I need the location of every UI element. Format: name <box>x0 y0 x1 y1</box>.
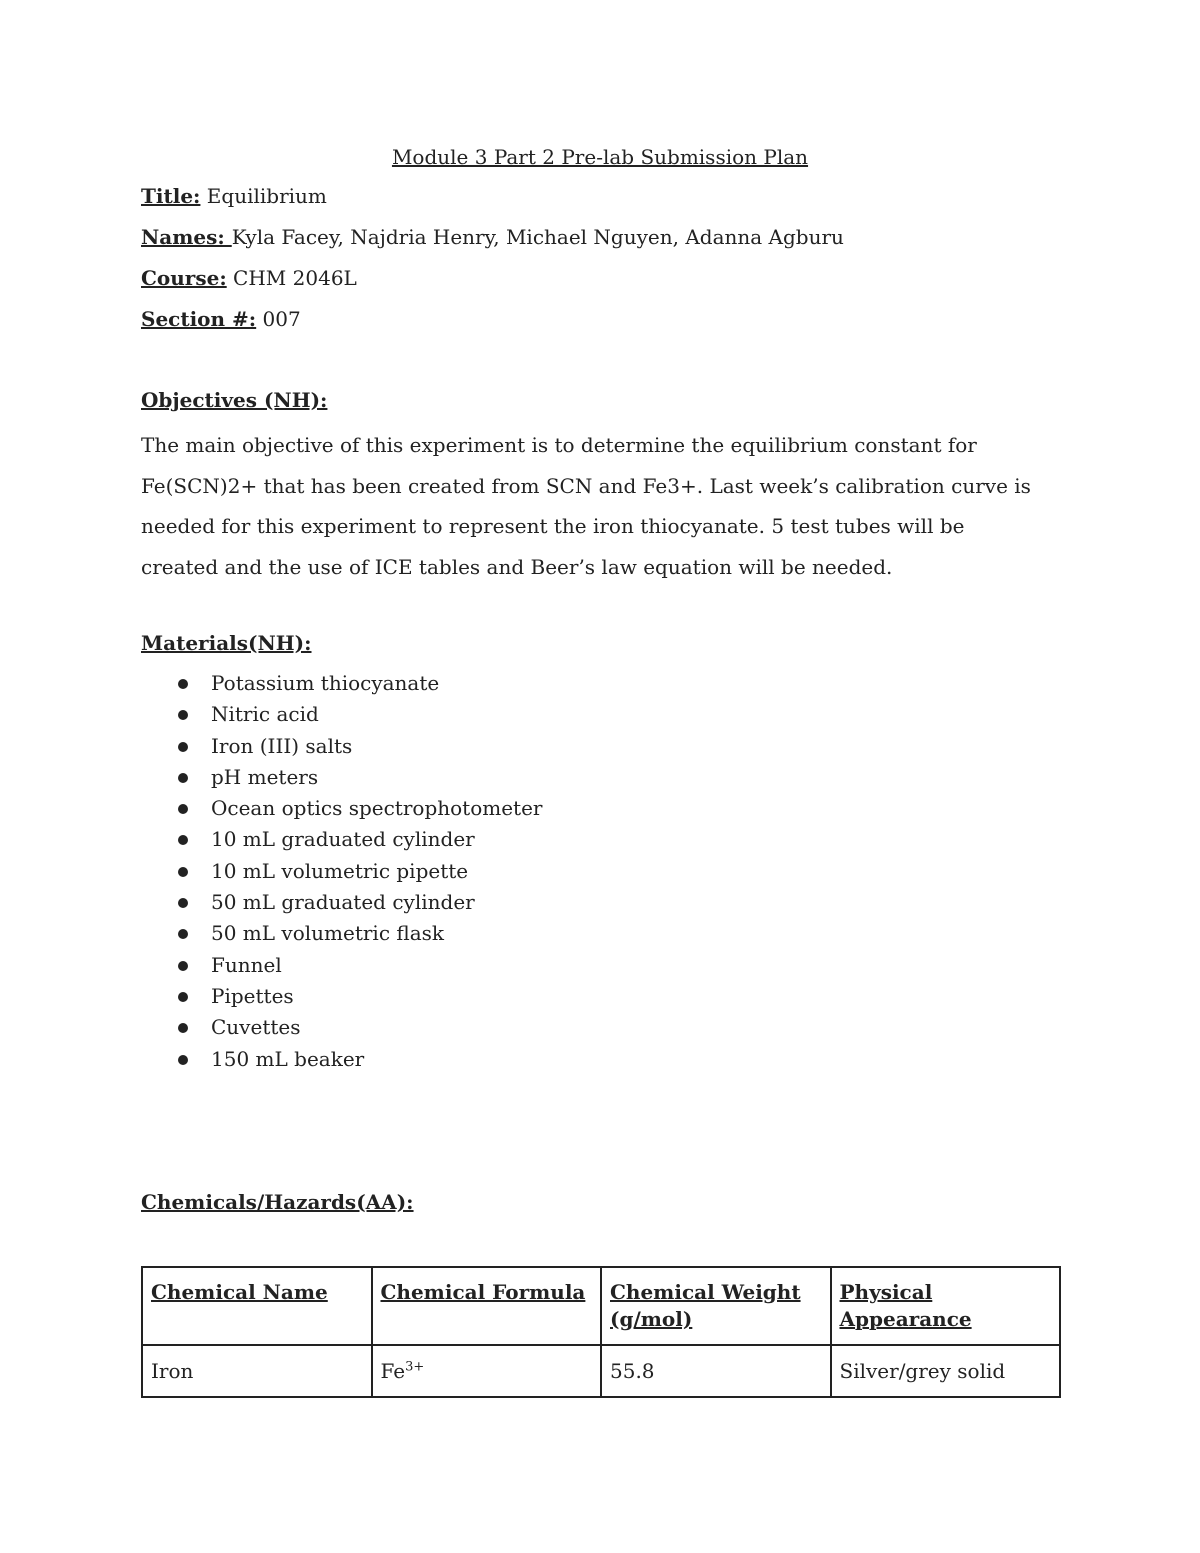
table-header-row <box>142 1267 1060 1345</box>
table-row <box>142 1345 1060 1397</box>
list-item: Pipettes <box>141 981 542 1012</box>
section-field <box>141 305 301 333</box>
chemicals-heading: Chemicals/Hazards(AA): <box>141 1190 414 1214</box>
list-item: Nitric acid <box>141 699 542 730</box>
column-header: Physical Appearance <box>831 1267 1061 1345</box>
bullet-icon <box>178 867 188 877</box>
bullet-icon <box>178 804 188 814</box>
list-item: 50 mL graduated cylinder <box>141 887 542 918</box>
list-item: Funnel <box>141 950 542 981</box>
bullet-icon <box>178 773 188 783</box>
bullet-icon <box>178 1023 188 1033</box>
title-label: Title: <box>141 184 201 208</box>
section-value: 007 <box>256 307 301 331</box>
document-title: Module 3 Part 2 Pre-lab Submission Plan <box>391 145 809 169</box>
column-header: Chemical Weight (g/mol) <box>601 1267 831 1345</box>
names-value: Kyla Facey, Najdria Henry, Michael Nguyen, Adanna Agburu <box>231 225 844 249</box>
physical-appearance-cell: Silver/grey solid <box>831 1345 1061 1397</box>
course-label: Course: <box>141 266 227 290</box>
materials-heading: Materials(NH): <box>141 631 312 655</box>
list-item: Potassium thiocyanate <box>141 668 542 699</box>
list-item: Cuvettes <box>141 1012 542 1043</box>
course-field <box>141 264 357 292</box>
list-item: Ocean optics spectrophotometer <box>141 793 542 824</box>
list-item: 50 mL volumetric flask <box>141 918 542 949</box>
chemical-formula-cell <box>372 1345 602 1397</box>
bullet-icon <box>178 992 188 1002</box>
names-field <box>141 223 844 251</box>
chemicals-table <box>141 1266 1061 1398</box>
course-value: CHM 2046L <box>226 266 357 290</box>
list-item: 150 mL beaker <box>141 1044 542 1075</box>
bullet-icon <box>178 679 188 689</box>
title-value: Equilibrium <box>200 184 327 208</box>
bullet-icon <box>178 961 188 971</box>
materials-list <box>141 668 542 1075</box>
column-header: Chemical Formula <box>372 1267 602 1345</box>
bullet-icon <box>178 898 188 908</box>
chemical-weight-cell: 55.8 <box>601 1345 831 1397</box>
bullet-icon <box>178 742 188 752</box>
bullet-icon <box>178 835 188 845</box>
section-label: Section #: <box>141 307 257 331</box>
formula-superscript: 3+ <box>405 1359 425 1375</box>
objectives-text: The main objective of this experiment is to determine the equilibrium constant for Fe(SCN)2+ that has been created from SCN and Fe3+. Last week’s calibration curve is needed for this experiment to represent the iron thiocyanate. 5 test tubes will be created and the use of ICE tables and Beer’s law equation will be needed. <box>141 433 1031 579</box>
objectives-heading: Objectives (NH): <box>141 388 328 412</box>
bullet-icon <box>178 710 188 720</box>
list-item: 10 mL volumetric pipette <box>141 856 542 887</box>
title-field <box>141 182 327 210</box>
bullet-icon <box>178 1055 188 1065</box>
list-item: Iron (III) salts <box>141 731 542 762</box>
list-item: 10 mL graduated cylinder <box>141 824 542 855</box>
list-item: pH meters <box>141 762 542 793</box>
formula-base: Fe <box>380 1359 406 1383</box>
names-label: Names: <box>141 225 232 249</box>
bullet-icon <box>178 929 188 939</box>
chemical-name-cell: Iron <box>142 1345 372 1397</box>
column-header: Chemical Name <box>142 1267 372 1345</box>
